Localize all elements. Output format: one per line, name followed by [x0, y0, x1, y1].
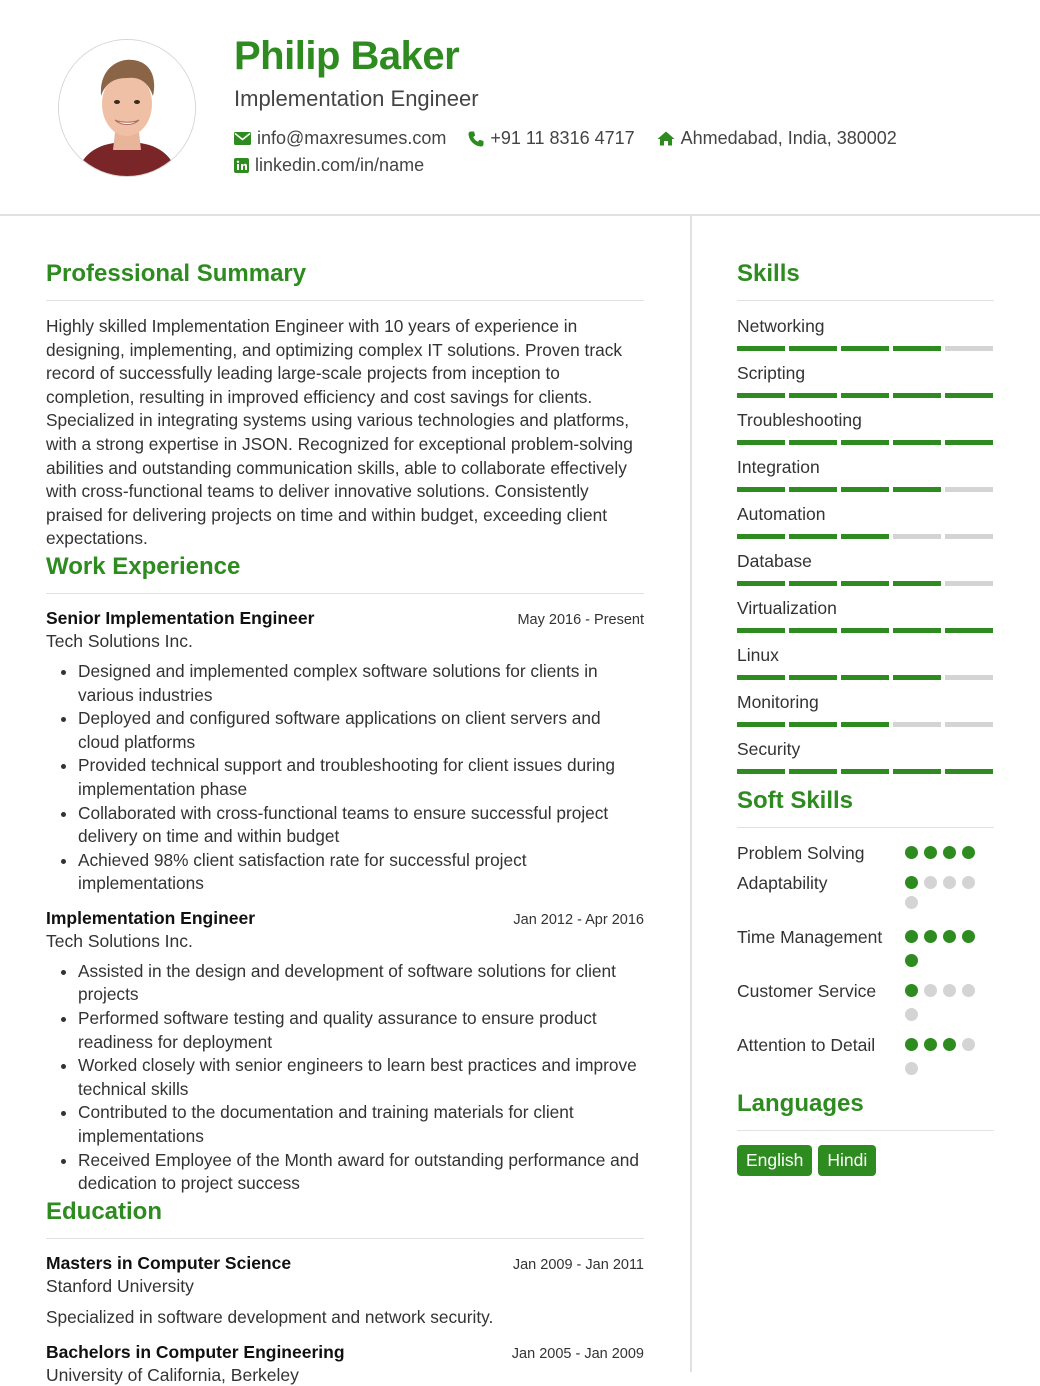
rating-dot: [905, 876, 918, 889]
job-dates: May 2016 - Present: [517, 611, 644, 628]
rating-dot: [962, 1038, 975, 1051]
address-contact: [657, 128, 897, 149]
soft-skills-list: [737, 842, 994, 1088]
education-heading: Education: [46, 1197, 163, 1225]
skill-level-segment: [945, 440, 993, 445]
section-divider: [737, 827, 994, 828]
school: University of California, Berkeley: [46, 1364, 299, 1385]
rating-dot: [905, 846, 918, 859]
bullet-item: • Collaborated with cross-functional teams to ensure successful project delivery on time and within budget: [78, 802, 644, 849]
rating-dot: [962, 984, 975, 997]
languages-section: [737, 1088, 994, 1176]
skill-level-segment: [945, 628, 993, 633]
school: Stanford University: [46, 1275, 194, 1296]
skill-item: [737, 644, 994, 680]
skill-item: [737, 362, 994, 398]
skill-level-segment: [841, 440, 889, 445]
edu-dates: Jan 2005 - Jan 2009: [511, 1345, 644, 1362]
edu-dates: Jan 2009 - Jan 2011: [512, 1256, 644, 1273]
skill-level-bar: [737, 440, 994, 445]
skill-level-segment: [841, 346, 889, 351]
education-section: [46, 1196, 644, 1386]
section-divider: [46, 1238, 644, 1239]
job-company: Tech Solutions Inc.: [46, 630, 193, 651]
skill-level-bar: [737, 675, 994, 680]
main-column: [46, 258, 644, 1386]
linkedin-text: linkedin.com/in/name: [255, 155, 425, 175]
skill-level-segment: [789, 440, 837, 445]
skill-level-segment: [789, 487, 837, 492]
skill-level-segment: [737, 487, 785, 492]
skill-name: Networking: [737, 316, 825, 336]
contact-row-2: [234, 155, 446, 176]
job-dates: Jan 2012 - Apr 2016: [513, 911, 644, 928]
job-bullets: [46, 960, 644, 1196]
skill-level-segment: [893, 440, 941, 445]
skill-level-segment: [737, 440, 785, 445]
section-divider: [737, 300, 994, 301]
skill-level-segment: [789, 534, 837, 539]
language-badge: English: [737, 1145, 812, 1176]
rating-dot: [905, 1008, 918, 1021]
skill-level-segment: [841, 393, 889, 398]
bullet-item: • Worked closely with senior engineers to learn best practices and improve technical skills: [78, 1054, 644, 1101]
soft-skill-name: Time Management: [737, 927, 883, 947]
skill-level-segment: [737, 769, 785, 774]
skill-level-segment: [893, 628, 941, 633]
soft-skill-name: Attention to Detail: [737, 1035, 876, 1055]
rating-dot: [943, 930, 956, 943]
bullet-item: • Assisted in the design and development of software solutions for client projects: [78, 960, 644, 1007]
linkedin-contact[interactable]: [234, 155, 424, 176]
skill-level-segment: [737, 675, 785, 680]
email-text: info@maxresumes.com: [257, 128, 447, 148]
rating-dot: [943, 846, 956, 859]
job-bullets: [46, 660, 644, 896]
skill-level-segment: [737, 534, 785, 539]
skill-level-bar: [737, 534, 994, 539]
rating-dot: [962, 876, 975, 889]
candidate-name: Philip Baker: [234, 34, 460, 78]
skill-level-segment: [789, 769, 837, 774]
soft-skill-item: [737, 926, 994, 980]
job-company: Tech Solutions Inc.: [46, 930, 193, 951]
skill-level-segment: [841, 769, 889, 774]
job-entry: [46, 608, 644, 896]
languages-list: [737, 1145, 994, 1176]
skill-level-bar: [737, 346, 994, 351]
skill-level-segment: [945, 675, 993, 680]
experience-section: [46, 551, 644, 1196]
skills-section: [737, 258, 994, 774]
skill-level-segment: [789, 675, 837, 680]
skill-level-segment: [945, 487, 993, 492]
soft-skills-section: [737, 785, 994, 1088]
skill-level-segment: [945, 534, 993, 539]
contact-row: [234, 128, 919, 149]
skill-level-bar: [737, 722, 994, 727]
skill-level-bar: [737, 393, 994, 398]
skill-level-segment: [841, 628, 889, 633]
skill-level-segment: [789, 393, 837, 398]
skill-level-segment: [893, 393, 941, 398]
skill-level-segment: [945, 393, 993, 398]
skills-heading: Skills: [737, 260, 800, 287]
skill-item: [737, 409, 994, 445]
rating-dot: [905, 1038, 918, 1051]
skill-name: Integration: [737, 457, 820, 477]
skill-name: Linux: [737, 645, 779, 665]
skill-level-segment: [893, 534, 941, 539]
skill-level-bar: [737, 487, 994, 492]
rating-dot: [905, 930, 918, 943]
edu-description: Specialized in software development and network security.: [46, 1306, 494, 1327]
skill-item: [737, 550, 994, 586]
job-entry: [46, 908, 644, 1196]
skill-level-segment: [737, 393, 785, 398]
skill-item: [737, 503, 994, 539]
skill-item: [737, 738, 994, 774]
bullet-item: • Designed and implemented complex software solutions for clients in various industries: [78, 660, 644, 707]
skill-name: Virtualization: [737, 598, 837, 618]
avatar: [58, 39, 196, 177]
skill-name: Security: [737, 739, 801, 759]
languages-heading: Languages: [737, 1090, 864, 1117]
skill-name: Database: [737, 551, 812, 571]
phone-text: +91 11 8316 4717: [490, 128, 635, 148]
skill-level-segment: [945, 722, 993, 727]
skill-level-segment: [893, 769, 941, 774]
skill-level-segment: [789, 722, 837, 727]
summary-section: [46, 258, 644, 551]
skill-level-segment: [893, 722, 941, 727]
summary-text: Highly skilled Implementation Engineer with 10 years of experience in designing, implementing, and optimizing complex IT solutions. Proven track record of successfully leading large-scale projects from inception to completion, resulting in improved efficiency and cost savings for clients. Specialized in integrating systems using various technologies and platforms, with a strong expertise in JSON. Recognized for exceptional problem-solving abilities and outstanding communication skills, able to collaborate effectively with cross-functional teams to deliver innovative solutions. Consistently praised for delivering projects on time and within budget, exceeding client expectations.: [46, 316, 633, 549]
education-entry: [46, 1253, 644, 1328]
experience-heading: Work Experience: [46, 552, 241, 580]
soft-skills-heading: Soft Skills: [737, 787, 854, 814]
rating-dot: [924, 1038, 937, 1051]
skill-level-segment: [893, 581, 941, 586]
skill-level-segment: [789, 628, 837, 633]
bullet-item: • Contributed to the documentation and training materials for client implementations: [78, 1101, 644, 1148]
rating-dot: [924, 984, 937, 997]
soft-skill-item: [737, 1034, 994, 1088]
skill-name: Troubleshooting: [737, 410, 862, 430]
skill-item: [737, 456, 994, 492]
skill-level-segment: [945, 769, 993, 774]
soft-skill-item: [737, 842, 994, 872]
skill-level-segment: [789, 581, 837, 586]
phone-icon: [468, 131, 484, 147]
bullet-item: • Provided technical support and troubleshooting for client issues during implementation phase: [78, 754, 644, 801]
skill-level-segment: [789, 346, 837, 351]
job-role: Implementation Engineer: [46, 907, 256, 928]
soft-skill-item: [737, 980, 994, 1034]
rating-dot: [962, 846, 975, 859]
rating-dot: [962, 930, 975, 943]
skill-level-segment: [841, 722, 889, 727]
skill-level-segment: [737, 628, 785, 633]
section-divider: [737, 1130, 994, 1131]
summary-heading: Professional Summary: [46, 260, 307, 287]
section-divider: [46, 300, 644, 301]
linkedin-icon: [234, 158, 249, 173]
section-divider: [46, 593, 644, 594]
rating-dot: [924, 876, 937, 889]
skill-level-segment: [841, 581, 889, 586]
rating-dot: [905, 984, 918, 997]
skill-level-bar: [737, 628, 994, 633]
language-badge: Hindi: [818, 1145, 876, 1176]
bullet-item: • Performed software testing and quality assurance to ensure product readiness for deployment: [78, 1007, 644, 1054]
bullet-item: • Deployed and configured software applications on client servers and cloud platforms: [78, 707, 644, 754]
skill-level-bar: [737, 581, 994, 586]
home-icon: [657, 131, 675, 146]
degree: Bachelors in Computer Engineering: [46, 1341, 345, 1362]
side-column: [737, 258, 994, 1176]
skill-level-bar: [737, 769, 994, 774]
rating-dot: [924, 930, 937, 943]
address-text: Ahmedabad, India, 380002: [680, 128, 897, 148]
soft-skill-item: [737, 872, 994, 926]
rating-dot: [943, 876, 956, 889]
skill-level-segment: [737, 346, 785, 351]
skill-name: Monitoring: [737, 692, 819, 712]
skills-list: [737, 315, 994, 774]
skill-level-segment: [893, 675, 941, 680]
skill-level-segment: [841, 675, 889, 680]
skill-level-segment: [841, 487, 889, 492]
email-contact[interactable]: [234, 128, 446, 149]
soft-skill-name: Problem Solving: [737, 843, 865, 863]
skill-level-segment: [737, 581, 785, 586]
skill-name: Scripting: [737, 363, 806, 383]
envelope-icon: [234, 132, 251, 145]
soft-skill-name: Customer Service: [737, 981, 877, 1001]
rating-dot: [943, 984, 956, 997]
bullet-item: • Received Employee of the Month award for outstanding performance and dedication to project success: [78, 1149, 644, 1196]
skill-level-segment: [893, 346, 941, 351]
degree: Masters in Computer Science: [46, 1252, 292, 1273]
resume-header: [0, 0, 1040, 216]
skill-item: [737, 691, 994, 727]
skill-level-segment: [841, 534, 889, 539]
skill-level-segment: [945, 581, 993, 586]
rating-dot: [905, 1062, 918, 1075]
skill-name: Automation: [737, 504, 826, 524]
skill-item: [737, 597, 994, 633]
phone-contact[interactable]: [468, 128, 634, 149]
rating-dot: [905, 954, 918, 967]
education-entry: [46, 1342, 644, 1386]
rating-dot: [943, 1038, 956, 1051]
soft-skill-name: Adaptability: [737, 873, 828, 893]
rating-dot: [924, 846, 937, 859]
candidate-title: Implementation Engineer: [234, 86, 479, 111]
column-divider: [690, 216, 692, 1372]
rating-dot: [905, 896, 918, 909]
skill-level-segment: [737, 722, 785, 727]
job-role: Senior Implementation Engineer: [46, 607, 315, 628]
bullet-item: • Achieved 98% client satisfaction rate for successful project implementations: [78, 849, 644, 896]
skill-level-segment: [893, 487, 941, 492]
skill-item: [737, 315, 994, 351]
skill-level-segment: [945, 346, 993, 351]
